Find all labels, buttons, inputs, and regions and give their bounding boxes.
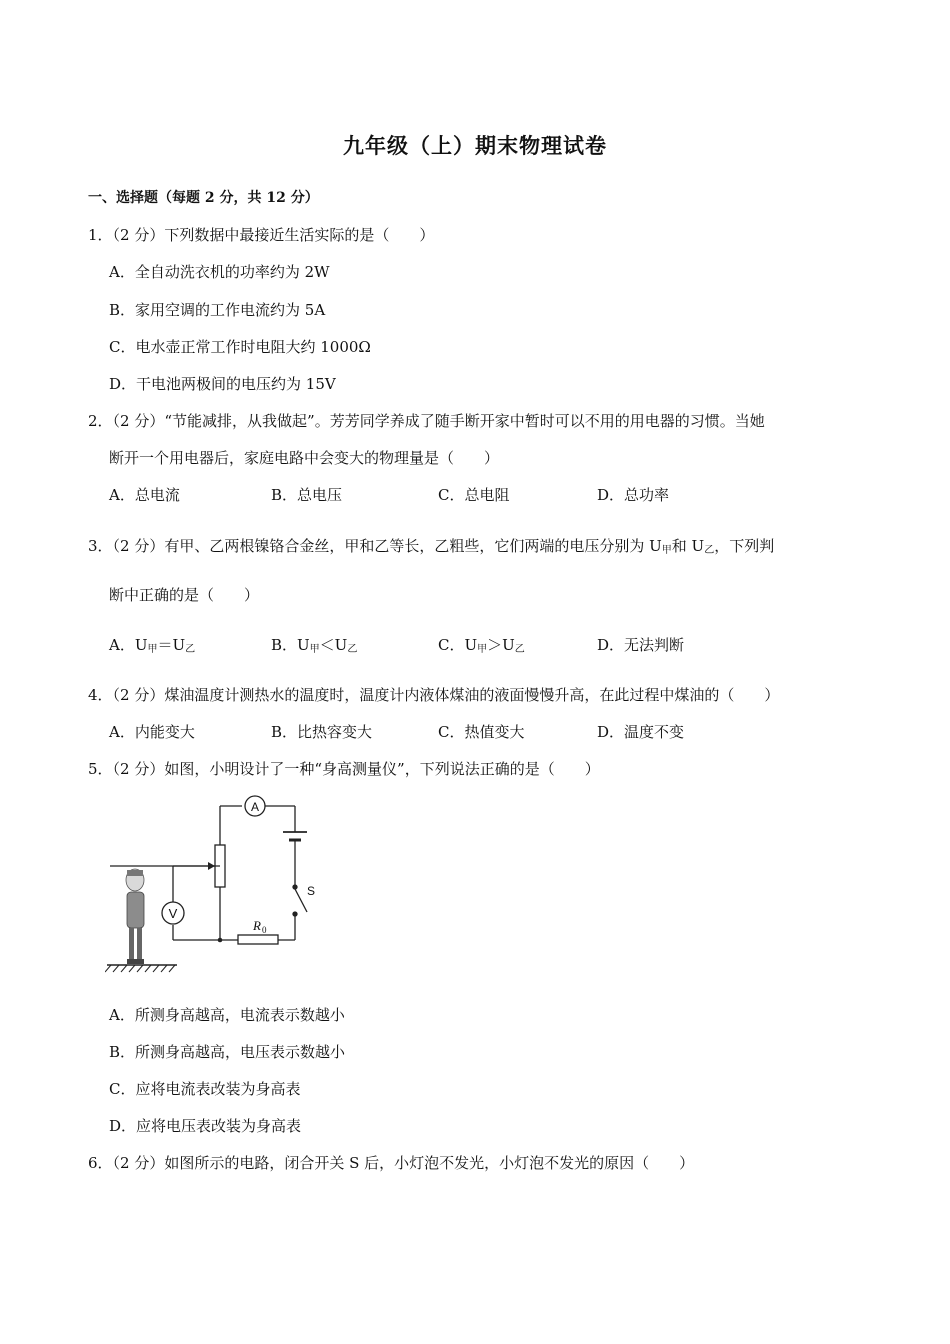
question-2-stem-line-1: 2．（2 分）“节能减排，从我做起”。芳芳同学养成了随手断开家中暂时可以不用的用电器的习惯。当她: [88, 412, 765, 430]
question-1-option-c: C．电水壶正常工作时电阻大约 1000Ω: [109, 338, 371, 356]
question-5-option-b: B．所测身高越高，电压表示数越小: [109, 1043, 346, 1061]
person-icon: [126, 869, 144, 964]
page-title: 九年级（上）期末物理试卷: [343, 133, 607, 158]
question-5-option-c: C．应将电流表改装为身高表: [109, 1080, 301, 1098]
question-3-option-c: C．$U_甲>U_乙$: [438, 636, 525, 655]
question-4-option-c: C．热值变大: [438, 723, 525, 741]
question-2-option-c: C．总电阻: [438, 486, 510, 504]
question-3-stem-line-1: 3．（2 分）有甲、乙两根镍铬合金丝，甲和乙等长，乙粗些，它们两端的电压分别为 $U_甲$和 $U_乙$，下列判: [88, 537, 775, 556]
question-5-stem: 5．（2 分）如图，小明设计了一种“身高测量仪”，下列说法正确的是（ ）: [88, 760, 600, 778]
question-5-option-d: D．应将电压表改装为身高表: [109, 1117, 302, 1135]
resistor-label-subscript: 0: [262, 925, 267, 935]
question-2-option-a: A．总电流: [109, 486, 180, 504]
switch-label: S: [307, 884, 316, 898]
question-1-option-b: B．家用空调的工作电流约为 5A: [109, 301, 326, 319]
question-4-stem: 4．（2 分）煤油温度计测热水的温度时，温度计内液体煤油的液面慢慢升高，在此过程中煤油的（ ）: [88, 686, 780, 704]
question-3-option-a: A．$U_甲=U_乙$: [109, 636, 196, 655]
question-1-option-a: A．全自动洗衣机的功率约为 2W: [109, 263, 330, 281]
question-4-option-d: D．温度不变: [597, 723, 685, 741]
question-5-option-a: A．所测身高越高，电流表示数越小: [109, 1006, 345, 1024]
question-3-stem-line-2: 断中正确的是（ ）: [109, 586, 260, 604]
resistor-r0-icon: [238, 935, 278, 944]
switch-icon: [293, 885, 297, 889]
question-6-stem: 6．（2 分）如图所示的电路，闭合开关 S 后，小灯泡不发光，小灯泡不发光的原因（ ）: [88, 1154, 695, 1172]
section-heading: 一、选择题（每题 2 分，共 12 分）: [88, 190, 319, 206]
voltmeter-label: V: [168, 906, 178, 921]
question-2-stem-line-2: 断开一个用电器后，家庭电路中会变大的物理量是（ ）: [109, 449, 500, 467]
height-meter-circuit-figure: [105, 790, 320, 975]
question-2-option-d: D．总功率: [597, 486, 670, 504]
question-2-option-b: B．总电压: [271, 486, 343, 504]
ammeter-label: A: [250, 800, 260, 814]
slider-arrow-icon: [208, 862, 215, 870]
question-4-option-b: B．比热容变大: [271, 723, 373, 741]
question-3-option-d: D．无法判断: [597, 636, 685, 654]
question-4-option-a: A．内能变大: [109, 723, 195, 741]
question-1-stem: 1．（2 分）下列数据中最接近生活实际的是（ ）: [88, 226, 435, 244]
question-3-option-b: B．$U_甲<U_乙$: [271, 636, 358, 655]
question-1-option-d: D．干电池两极间的电压约为 15V: [109, 375, 336, 393]
resistor-label: R: [253, 918, 261, 933]
